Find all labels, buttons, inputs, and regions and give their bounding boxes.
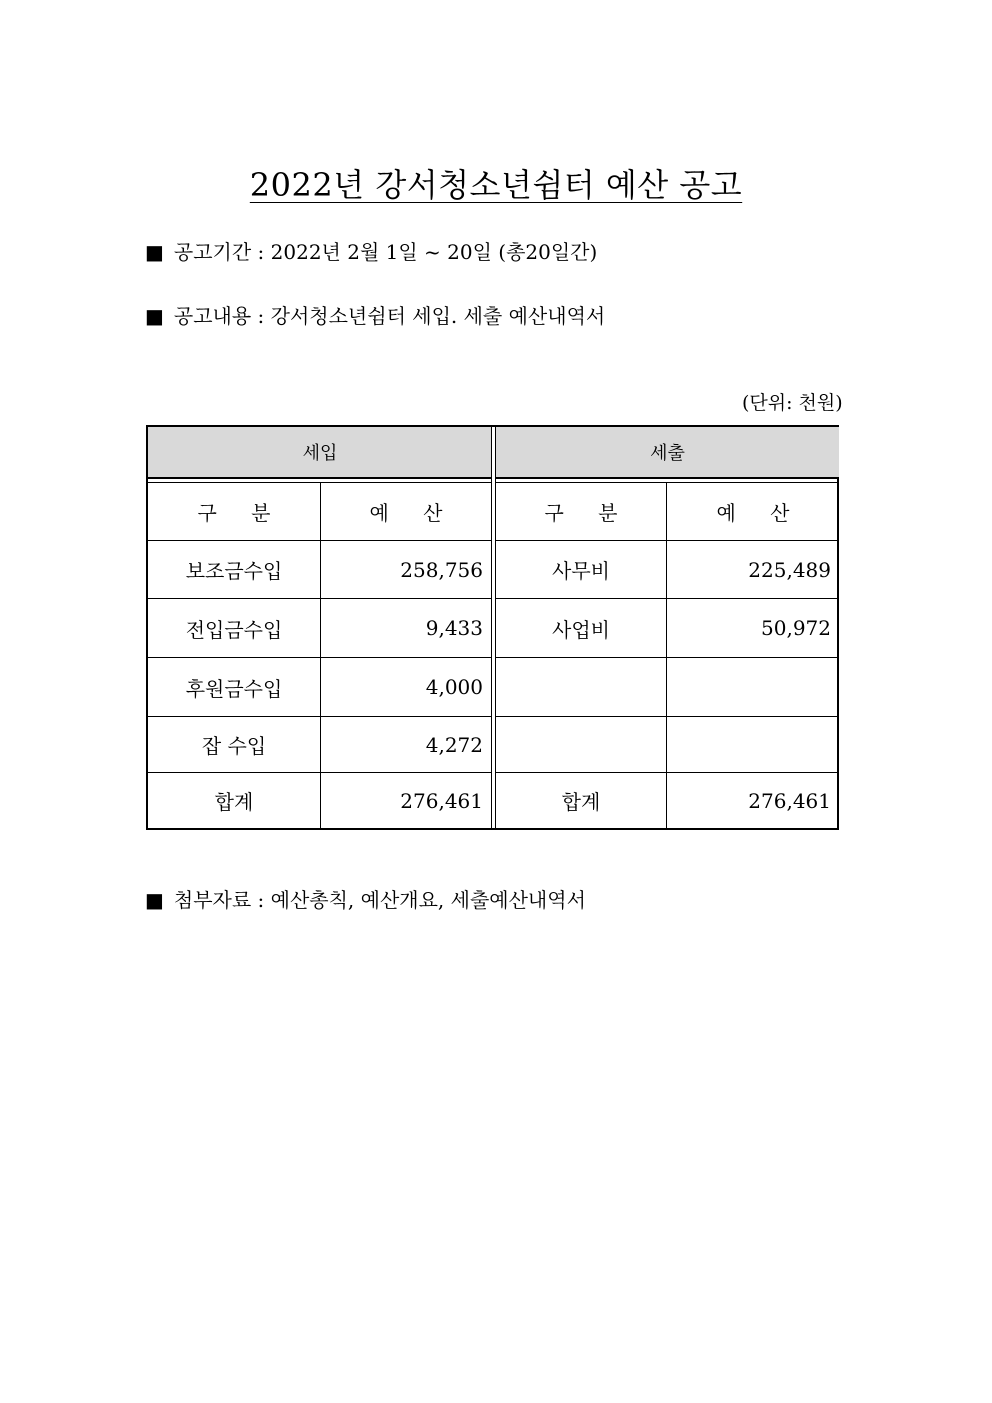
expense-total-label: 합계 <box>561 790 601 814</box>
period-line <box>145 236 597 265</box>
period-value: 2022년 2월 1일 ~ 20일 (총20일간) <box>270 240 598 264</box>
revenue-row-name: 잡 수입 <box>201 734 267 758</box>
revenue-total-amount: 276,461 <box>400 788 483 813</box>
square-bullet-icon: ■ <box>145 304 164 328</box>
column-divider <box>666 483 667 828</box>
page-title: 2022년 강서청소년쉼터 예산 공고 <box>249 166 743 204</box>
square-bullet-icon: ■ <box>145 240 164 264</box>
revenue-budget-header: 예 산 <box>369 501 457 525</box>
revenue-category-header: 구 분 <box>197 501 285 525</box>
period-sep: : <box>257 240 265 264</box>
expense-row-name <box>496 658 666 716</box>
revenue-total-label: 합계 <box>214 790 254 814</box>
period-label: 공고기간 <box>173 240 252 264</box>
expense-category-header: 구 분 <box>544 501 632 525</box>
attachments-sep: : <box>257 888 265 912</box>
content-line <box>145 300 605 329</box>
revenue-row-amount: 258,756 <box>400 557 483 582</box>
content-sep: : <box>257 304 265 328</box>
attachments-value: 예산총칙, 예산개요, 세출예산내역서 <box>270 888 586 912</box>
section-double-divider <box>491 427 496 828</box>
unit-note: (단위: 천원) <box>742 392 843 414</box>
revenue-row-amount: 9,433 <box>425 616 483 640</box>
revenue-row-name: 후원금수입 <box>185 676 283 701</box>
attachments-label: 첨부자료 <box>173 888 252 912</box>
expense-row-name: 사업비 <box>552 617 610 642</box>
content-value: 강서청소년쉼터 세입. 세출 예산내역서 <box>270 304 606 328</box>
column-divider <box>320 483 321 828</box>
attachments-line <box>145 884 586 913</box>
revenue-row-amount: 4,000 <box>425 675 483 699</box>
revenue-row-name: 보조금수입 <box>185 559 283 583</box>
revenue-row-name: 전입금수입 <box>185 617 283 642</box>
expense-row-amount: 50,972 <box>761 616 831 640</box>
expense-row-amount <box>667 658 839 716</box>
expense-row-amount <box>667 717 839 772</box>
expense-budget-header: 예 산 <box>716 501 804 525</box>
expense-row-name: 사무비 <box>552 559 610 583</box>
expense-header: 세출 <box>496 427 839 479</box>
revenue-header: 세입 <box>148 427 492 479</box>
expense-row-amount: 225,489 <box>748 557 831 582</box>
expense-row-name <box>496 717 666 772</box>
content-label: 공고내용 <box>173 304 252 328</box>
revenue-row-amount: 4,272 <box>425 732 483 757</box>
budget-table <box>146 425 839 830</box>
expense-total-amount: 276,461 <box>748 788 831 813</box>
square-bullet-icon: ■ <box>145 888 164 912</box>
